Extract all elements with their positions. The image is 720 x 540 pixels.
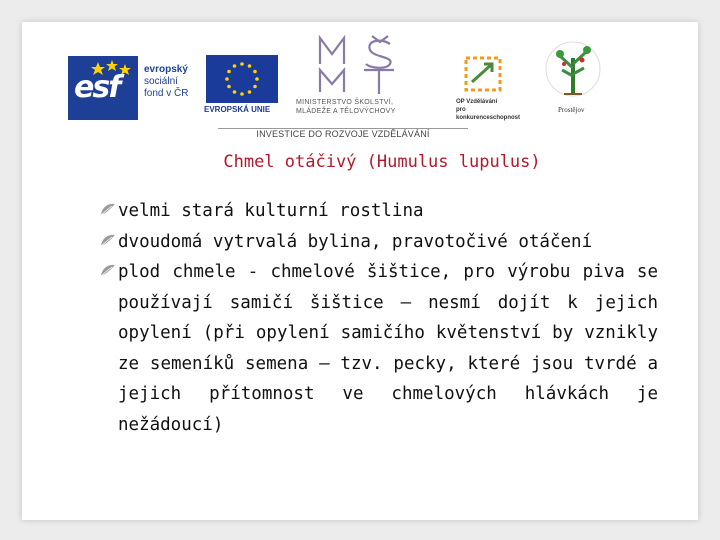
msmt-monogram-icon (310, 30, 420, 96)
investment-tagline: INVESTICE DO ROZVOJE VZDĚLÁVÁNÍ (218, 128, 468, 143)
msmt-caption: MINISTERSTVO ŠKOLSTVÍ, MLÁDEŽE A TĚLOVÝCHOVY (296, 99, 396, 115)
list-item (98, 227, 658, 258)
op-caption: OP Vzdělávání pro konkurenceschopnost (456, 99, 521, 121)
eu-star-icon (255, 77, 259, 81)
school-emblem (542, 38, 604, 118)
esf-logo (68, 56, 204, 120)
eu-star-icon (225, 77, 229, 81)
tree-emblem-icon (542, 38, 604, 104)
list-item (98, 196, 658, 227)
slide-title: Chmel otáčivý (Humulus lupulus) (223, 152, 541, 172)
eu-flag-icon (206, 55, 278, 103)
eu-star-icon (248, 64, 252, 68)
eu-star-icon (227, 70, 231, 74)
eu-star-icon (253, 70, 257, 74)
eu-star-icon (248, 90, 252, 94)
esf-caption: evropský sociální fond v ČR (144, 64, 189, 99)
bullet-text: velmi stará kulturní rostlina (118, 201, 424, 221)
eu-star-icon (253, 85, 257, 89)
op-logo (456, 52, 522, 122)
op-arrow-icon (462, 52, 506, 96)
esf-mark: esf (68, 56, 138, 120)
leaf-bullet-icon (100, 202, 116, 216)
eu-label: EVROPSKÁ UNIE (204, 105, 271, 114)
logo-bar (68, 30, 644, 142)
bullet-list (98, 196, 658, 440)
list-item (98, 257, 658, 440)
bullet-text: plod chmele - chmelové šištice, pro výrobu piva se používají samičí šištice – nesmí dojít k jejich opylení (při opylení samičího květenství by vznikly ze semeníků semena – tzv. pecky, které jsou tvrdé a jejich přítomnost ve chmelových hlávkách je nežádoucí) (118, 262, 658, 435)
eu-star-icon (240, 92, 244, 96)
eu-star-icon (227, 85, 231, 89)
msmt-logo (296, 30, 456, 122)
leaf-bullet-icon (100, 263, 116, 277)
eu-logo (206, 55, 278, 117)
town-caption: Prostějov (558, 106, 585, 114)
bullet-text: dvoudomá vytrvalá bylina, pravotočivé otáčení (118, 231, 593, 252)
eu-star-icon (240, 62, 244, 66)
leaf-bullet-icon (100, 233, 116, 247)
eu-star-icon (233, 64, 237, 68)
eu-star-icon (233, 90, 237, 94)
